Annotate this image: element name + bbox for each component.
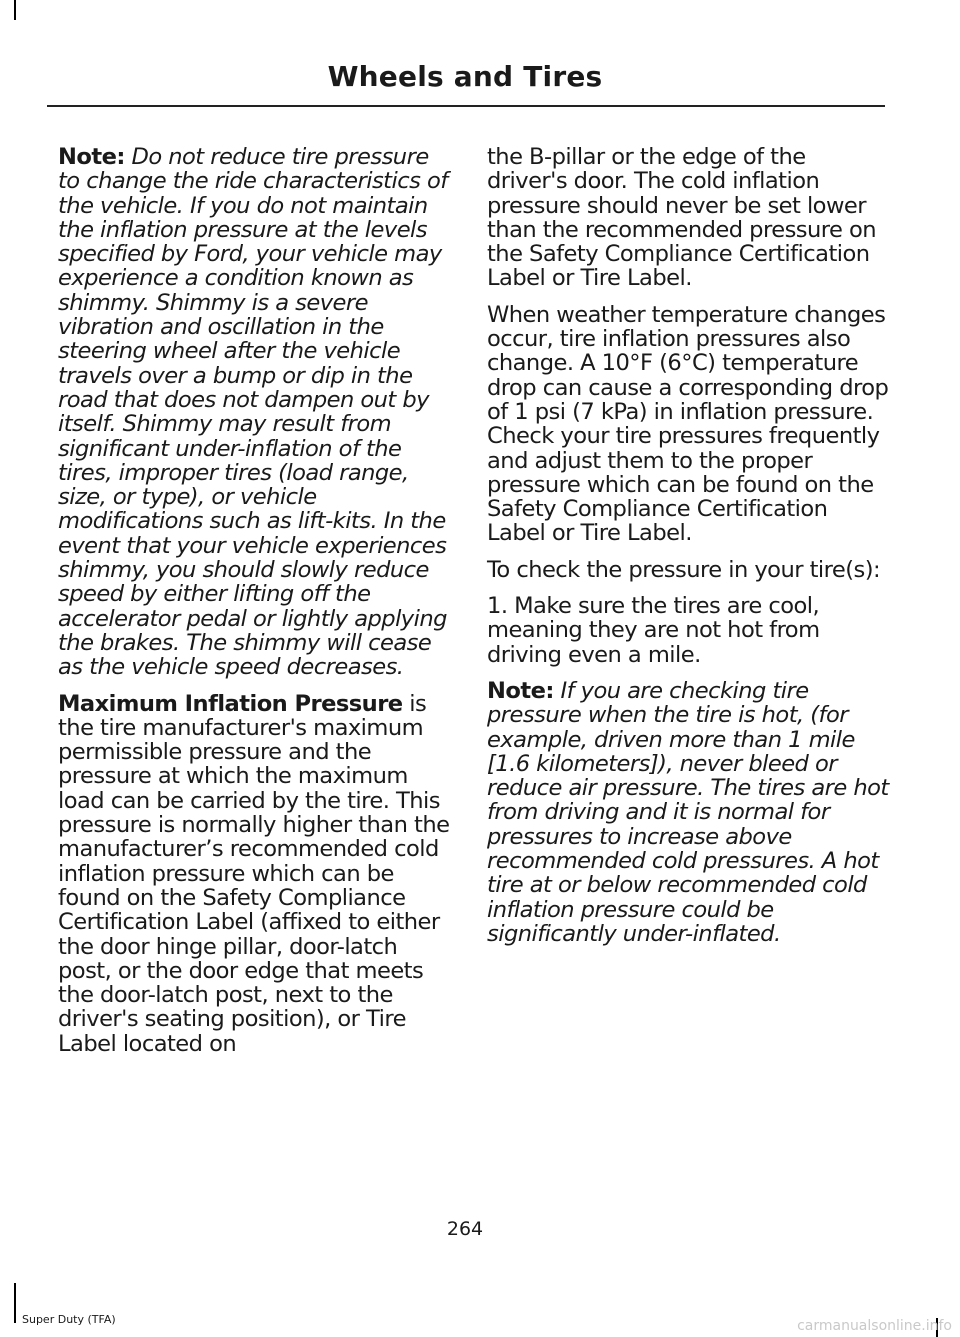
left-column bbox=[58, 145, 453, 1068]
page-number: 264 bbox=[446, 1218, 484, 1240]
header-divider bbox=[47, 105, 885, 107]
note-text: If you are checking tire pressure when the tire is hot, (for example, driven more than 1 mile [1.6 kilometers]), never bleed or reduce air pressure. The tires are hot from driving and it is normal for pressures to increase above recommended cold pressures. A hot tire at or below recommended cold inflation pressure could be significantly under-inflated. bbox=[487, 677, 889, 947]
max-inflation-term: Maximum Inflation Pressure bbox=[58, 690, 403, 717]
note-label: Note: bbox=[487, 677, 554, 704]
page-title: Wheels and Tires bbox=[327, 60, 603, 93]
footer-model-label: Super Duty (TFA) bbox=[22, 1313, 116, 1326]
max-inflation-text: is the tire manufacturer's maximum permissible pressure and the pressure at which the maximum load can be carried by the tire. This pressure is normally higher than the manufacturer’s recommended cold inflation pressure which can be found on the Safety Compliance Certification Label (affixed to either the door hinge pillar, door-latch post, or the door edge that meets the door-latch post, next to the driver's seating position), or Tire Label located on bbox=[58, 690, 450, 1057]
step-1: 1. Make sure the tires are cool, meaning they are not hot from driving even a mile. bbox=[487, 593, 820, 668]
crop-mark-top-left bbox=[14, 0, 16, 20]
hot-tire-note-paragraph bbox=[487, 679, 889, 946]
check-pressure-intro: To check the pressure in your tire(s): bbox=[487, 556, 881, 583]
note-paragraph bbox=[58, 145, 453, 680]
temperature-paragraph: When weather temperature changes occur, tire inflation pressures also change. A 10°F (6°C) temperature drop can cause a corresponding drop of 1 psi (7 kPa) in inflation pressure. Check your tire pressures frequently and adjust them to the proper pressure which can be found on the Safety Compliance Certification Label or Tire Label. bbox=[487, 301, 889, 547]
crop-mark-bottom-left bbox=[14, 1283, 16, 1323]
note-text: Do not reduce tire pressure to change the ride characteristics of the vehicle. If you do not maintain the inflation pressure at the levels specified by Ford, your vehicle may experience a condition known as shimmy. Shimmy is a severe vibration and oscillation in the steering wheel after the vehicle travels over a bump or dip in the road that does not dampen out by itself. Shimmy may result from significant under-inflation of the tires, improper tires (load range, size, or type), or vehicle modifications such as lift-kits. In the event that your vehicle experiences shimmy, you should slowly reduce speed by either lifting off the accelerator pedal or lightly applying the brakes. The shimmy will cease as the vehicle speed decreases. bbox=[58, 144, 448, 681]
watermark: carmanualsonline.info bbox=[797, 1318, 952, 1334]
max-inflation-paragraph bbox=[58, 692, 453, 1056]
note-label: Note: bbox=[58, 144, 125, 170]
right-column bbox=[487, 145, 889, 958]
b-pillar-paragraph: the B-pillar or the edge of the driver's door. The cold inflation pressure should never be set lower than the recommended pressure on the Safety Compliance Certification Label or Tire Label. bbox=[487, 144, 877, 292]
